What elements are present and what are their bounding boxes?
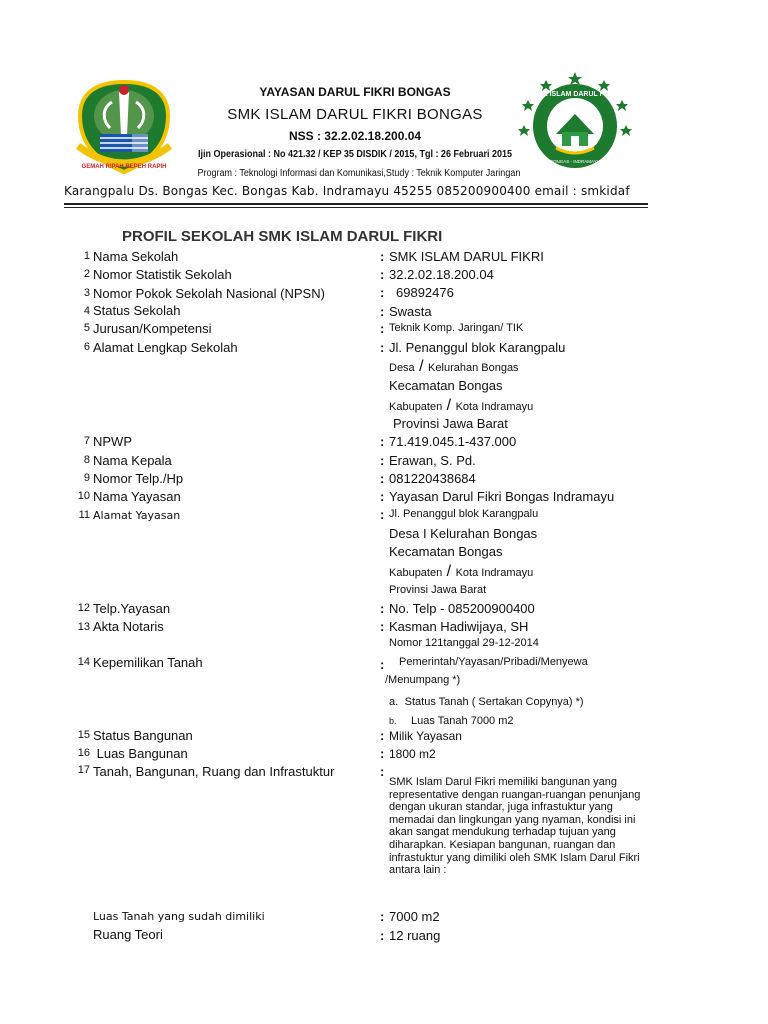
row-label: Luas Bangunan: [93, 746, 188, 761]
page-title: PROFIL SEKOLAH SMK ISLAM DARUL FIKRI: [122, 228, 443, 245]
row-value: SMK ISLAM DARUL FIKRI: [389, 249, 544, 264]
badge-title: SMK ISLAM DARUL FIKRI: [532, 91, 618, 98]
header-divider-thin: [64, 207, 648, 208]
row-number: 6: [83, 341, 90, 353]
row-colon: :: [380, 619, 385, 634]
row-number: 11: [78, 509, 90, 521]
row-number: 7: [83, 435, 90, 447]
row-label: Akta Notaris: [93, 619, 164, 634]
desa-label: Desa: [389, 362, 415, 374]
row-colon: :: [380, 304, 385, 319]
list-marker: b.: [389, 716, 397, 726]
logo-motto: GEMAH RIPAH REPEH RAPIH: [81, 164, 167, 170]
row-value: No. Telp - 085200900400: [389, 601, 535, 616]
row-value: 1800 m2: [389, 747, 436, 761]
row-value: Milik Yayasan: [389, 729, 462, 743]
row-label: Nomor Pokok Sekolah Nasional (NPSN): [93, 286, 325, 301]
row-label: Status Sekolah: [93, 303, 181, 318]
row-colon: :: [380, 928, 385, 943]
slash-separator: /: [419, 358, 424, 375]
row-number: 10: [77, 490, 90, 502]
row-colon: :: [380, 453, 385, 468]
row-number: 12: [77, 602, 90, 614]
row-colon: :: [380, 249, 385, 264]
row-colon: :: [380, 657, 385, 672]
address-kecamatan: Kecamatan Bongas: [389, 378, 503, 393]
row-colon: :: [380, 340, 385, 355]
row-number: 17: [77, 764, 90, 776]
row-value: Yayasan Darul Fikri Bongas Indramayu: [389, 489, 615, 504]
program-line: Program : Teknologi Informasi dan Komunikasi,Study : Teknik Komputer Jaringan: [197, 168, 521, 179]
row-number: 1: [83, 250, 90, 262]
row-colon: :: [380, 764, 385, 779]
row-label: Nama Kepala: [93, 453, 172, 468]
row-value: 081220438684: [389, 471, 476, 486]
row-value: 71.419.045.1-437.000: [389, 434, 517, 449]
row-colon: :: [380, 909, 385, 924]
yayasan-desa: Desa I Kelurahan Bongas: [389, 526, 538, 541]
address-desa-line: [389, 358, 519, 376]
kabupaten-label: Kabupaten: [389, 401, 443, 413]
school-name: SMK ISLAM DARUL FIKRI BONGAS: [227, 106, 483, 123]
row-number: 3: [83, 287, 90, 299]
row-colon: :: [380, 601, 385, 616]
row-number: 16: [77, 747, 90, 759]
slash-separator: /: [446, 397, 452, 414]
land-status-line: [389, 692, 584, 710]
badge-subtitle: BONGAS - INDRAMAYU: [550, 159, 600, 164]
land-area-line: [389, 711, 514, 729]
theory-room-label: Ruang Teori: [93, 927, 163, 942]
row-colon: :: [380, 471, 385, 486]
row-value: Teknik Komp. Jaringan/ TIK: [389, 322, 524, 334]
west-java-emblem-logo: [72, 76, 177, 176]
school-badge-logo: [516, 70, 634, 175]
row-label: Jurusan/Kompetensi: [93, 321, 212, 336]
row-colon: :: [380, 267, 385, 282]
row-colon: :: [380, 321, 385, 336]
row-label: Nama Yayasan: [93, 489, 181, 504]
address-provinsi: Provinsi Jawa Barat: [393, 416, 508, 431]
row-number: 8: [83, 454, 90, 466]
row-label: NPWP: [93, 434, 132, 449]
row-value: Erawan, S. Pd.: [389, 453, 476, 468]
land-owned-value: 7000 m2: [389, 909, 440, 924]
row-number: 15: [77, 729, 90, 741]
ownership-cont: /Menumpang *): [385, 674, 461, 686]
header-divider-thick: [64, 203, 648, 205]
row-label: Alamat Lengkap Sekolah: [93, 340, 238, 355]
facilities-paragraph: SMK Islam Darul Fikri memiliki bangunan yang representative dengan ruangan-ruangan penunjang dengan ukuran standar, juga infrastuktur yang memadai dan lingkungan yang nyaman, kondisi ini akan sangat mendukung terhadap tujuan yang diharapkan. Kesiapan bangunan, ruangan dan infrastuktur yang dimiliki oleh SMK Islam Darul Fikri antara lain :: [389, 776, 641, 877]
kabupaten-label: Kabupaten: [389, 567, 443, 579]
row-label: Nama Sekolah: [93, 249, 179, 264]
land-owned-label: Luas Tanah yang sudah dimiliki: [93, 910, 265, 923]
address-kabupaten-line: [389, 397, 533, 415]
row-label: Status Bangunan: [93, 728, 193, 743]
row-label: Nomor Statistik Sekolah: [93, 267, 232, 282]
row-number: 13: [77, 621, 90, 633]
yayasan-kabupaten-line: [389, 563, 533, 581]
land-status: Status Tanah ( Sertakan Copynya) *): [404, 696, 584, 708]
kota-label: Kota Indramayu: [455, 567, 534, 579]
row-value: Jl. Penanggul blok Karangpalu: [389, 340, 566, 355]
notary-number: Nomor 121tanggal 29-12-2014: [389, 637, 539, 649]
row-number: 9: [83, 472, 90, 484]
nss-number: NSS : 32.2.02.18.200.04: [288, 129, 422, 143]
row-value: Jl. Penanggul blok Karangpalu: [389, 508, 539, 520]
kelurahan-label: Kelurahan Bongas: [428, 362, 519, 374]
row-value: 32.2.02.18.200.04: [389, 267, 494, 282]
row-colon: :: [380, 746, 385, 761]
row-colon: :: [380, 507, 385, 522]
yayasan-kecamatan: Kecamatan Bongas: [389, 544, 503, 559]
land-area: Luas Tanah 7000 m2: [410, 715, 514, 727]
row-number: 4: [83, 305, 90, 317]
row-number: 14: [77, 656, 90, 668]
row-value: 69892476: [396, 285, 454, 300]
row-number: 2: [83, 268, 90, 280]
yayasan-provinsi: Provinsi Jawa Barat: [389, 584, 487, 596]
list-marker: a.: [389, 696, 399, 708]
row-label: Tanah, Bangunan, Ruang dan Infrastuktur: [93, 764, 335, 779]
theory-room-value: 12 ruang: [389, 928, 441, 943]
row-number: 5: [83, 322, 90, 334]
row-value: Kasman Hadiwijaya, SH: [389, 619, 529, 634]
kota-label: Kota Indramayu: [455, 401, 534, 413]
foundation-name: YAYASAN DARUL FIKRI BONGAS: [259, 85, 451, 99]
row-colon: :: [380, 434, 385, 449]
row-label: Nomor Telp./Hp: [93, 471, 184, 486]
slash-separator: /: [446, 563, 452, 580]
row-label: Kepemilikan Tanah: [93, 655, 203, 670]
operational-license: Ijin Operasional : No 421.32 / KEP 35 DISDIK / 2015, Tgl : 26 Februari 2015: [198, 149, 512, 160]
row-label: Alamat Yayasan: [93, 509, 181, 522]
row-colon: :: [380, 285, 385, 300]
row-label: Telp.Yayasan: [93, 601, 171, 616]
row-value: Pemerintah/Yayasan/Pribadi/Menyewa: [399, 656, 588, 668]
school-address-line: Karangpalu Ds. Bongas Kec. Bongas Kab. Indramayu 45255 085200900400 email : smkidaf: [64, 184, 630, 198]
row-colon: :: [380, 489, 385, 504]
row-value: Swasta: [389, 304, 432, 319]
row-colon: :: [380, 728, 385, 743]
